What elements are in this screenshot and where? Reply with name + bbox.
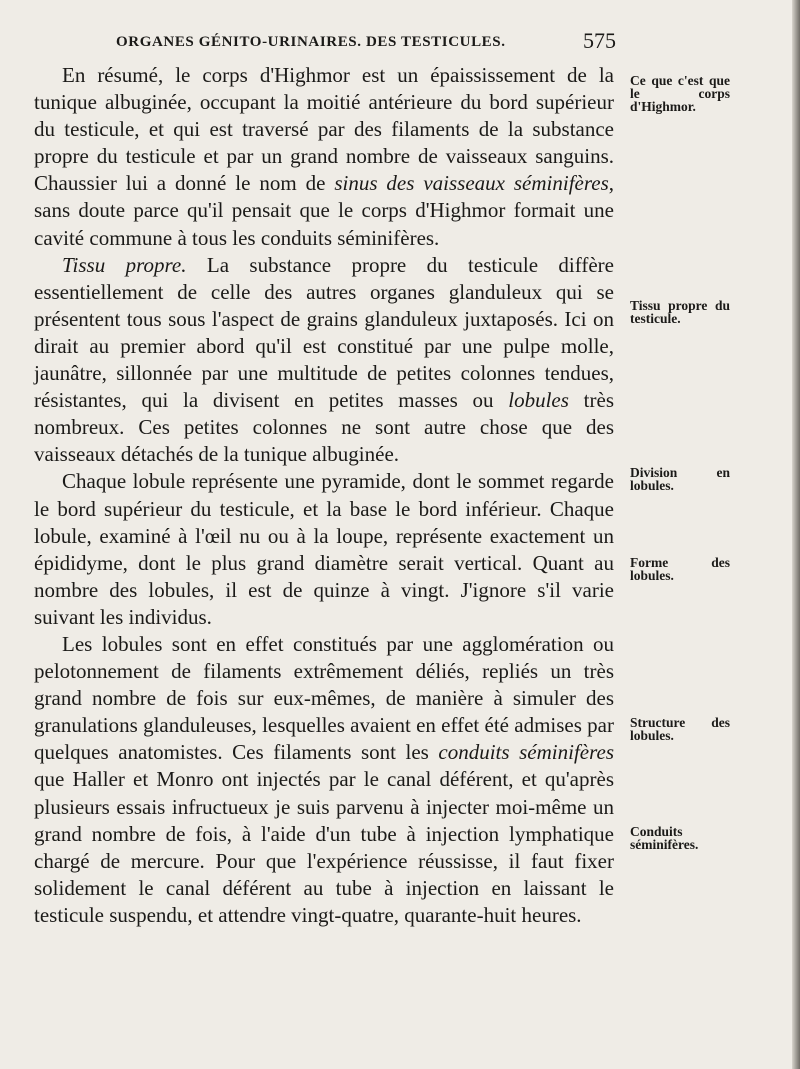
paragraph-tissu-propre: Tissu propre. La substance propre du testicule diffère essentiellement de celle des autres organes glanduleux qui se présentent tous sous l'aspect de grains glanduleux juxtaposés. Ici on dirait au premier abord qu'il est constitué par une pulpe molle, jaunâtre, sillonnée par une multitude de petites colonnes tendues, résistantes, qui la divisent en petites masses ou lobules très nombreux. Ces petites colonnes ne sont autre chose que des vaisseaux détachés de la tunique albuginée.: [34, 252, 614, 467]
main-text: [34, 62, 614, 929]
paragraph-structure-lobules: Les lobules sont en effet constitués par une agglomération ou pelotonnement de filaments extrêmement déliés, repliés un très grand nombre de fois sur eux-mêmes, de manière à simuler des granulations glanduleuses, lesquelles avaient en effet été admises par quelques anatomistes. Ces filaments sont les conduits séminifères que Haller et Monro ont injectés par le canal déférent, et qu'après plusieurs essais infructueux je suis parvenu à injecter moi-même un grand nombre de fois, à l'aide d'un tube à injection lymphatique chargé de mercure. Pour que l'expérience réussisse, il faut fixer solidement le canal déférent au tube à injection en laissant le testicule suspendu, et attendre vingt-quatre, quarante-huit heures.: [34, 631, 614, 927]
margin-note-corps-highmor: Ce que c'est que le corps d'Highmor.: [630, 73, 730, 114]
page-number: 575: [583, 28, 616, 53]
paragraph-corps-highmor: En résumé, le corps d'Highmor est un épaississement de la tunique albuginée, occupant la moitié antérieure du bord supérieur du testicule, et qui est traversé par des filaments de la substance propre du testicule et par un grand nombre de vaisseaux sanguins. Chaussier lui a donné le nom de sinus des vaisseaux séminifères, sans doute parce qu'il pensait que le corps d'Highmor formait une cavité commune à tous les conduits séminifères.: [34, 63, 614, 250]
running-title: ORGANES GÉNITO-URINAIRES. DES TESTICULES.: [116, 34, 506, 50]
margin-note-conduits: Conduits séminifères.: [630, 824, 699, 852]
page-edge-shadow: [792, 0, 800, 1069]
margin-note-tissu-propre: Tissu propre du testicule.: [630, 298, 730, 326]
running-head: [64, 30, 616, 56]
margin-note-forme: Forme des lobules.: [630, 555, 730, 583]
margin-note-division: Division en lobules.: [630, 465, 730, 493]
margin-note-structure: Structure des lobules.: [630, 715, 730, 743]
paragraph-forme-lobules: Chaque lobule représente une pyramide, dont le sommet regarde le bord supérieur du testicule, et la base le bord inférieur. Chaque lobule, examiné à l'œil nu ou à la loupe, représente exactement un épididyme, dont le plus grand diamètre serait vertical. Quant au nombre des lobules, il est de quinze à vingt. J'ignore s'il varie suivant les individus.: [34, 469, 614, 629]
